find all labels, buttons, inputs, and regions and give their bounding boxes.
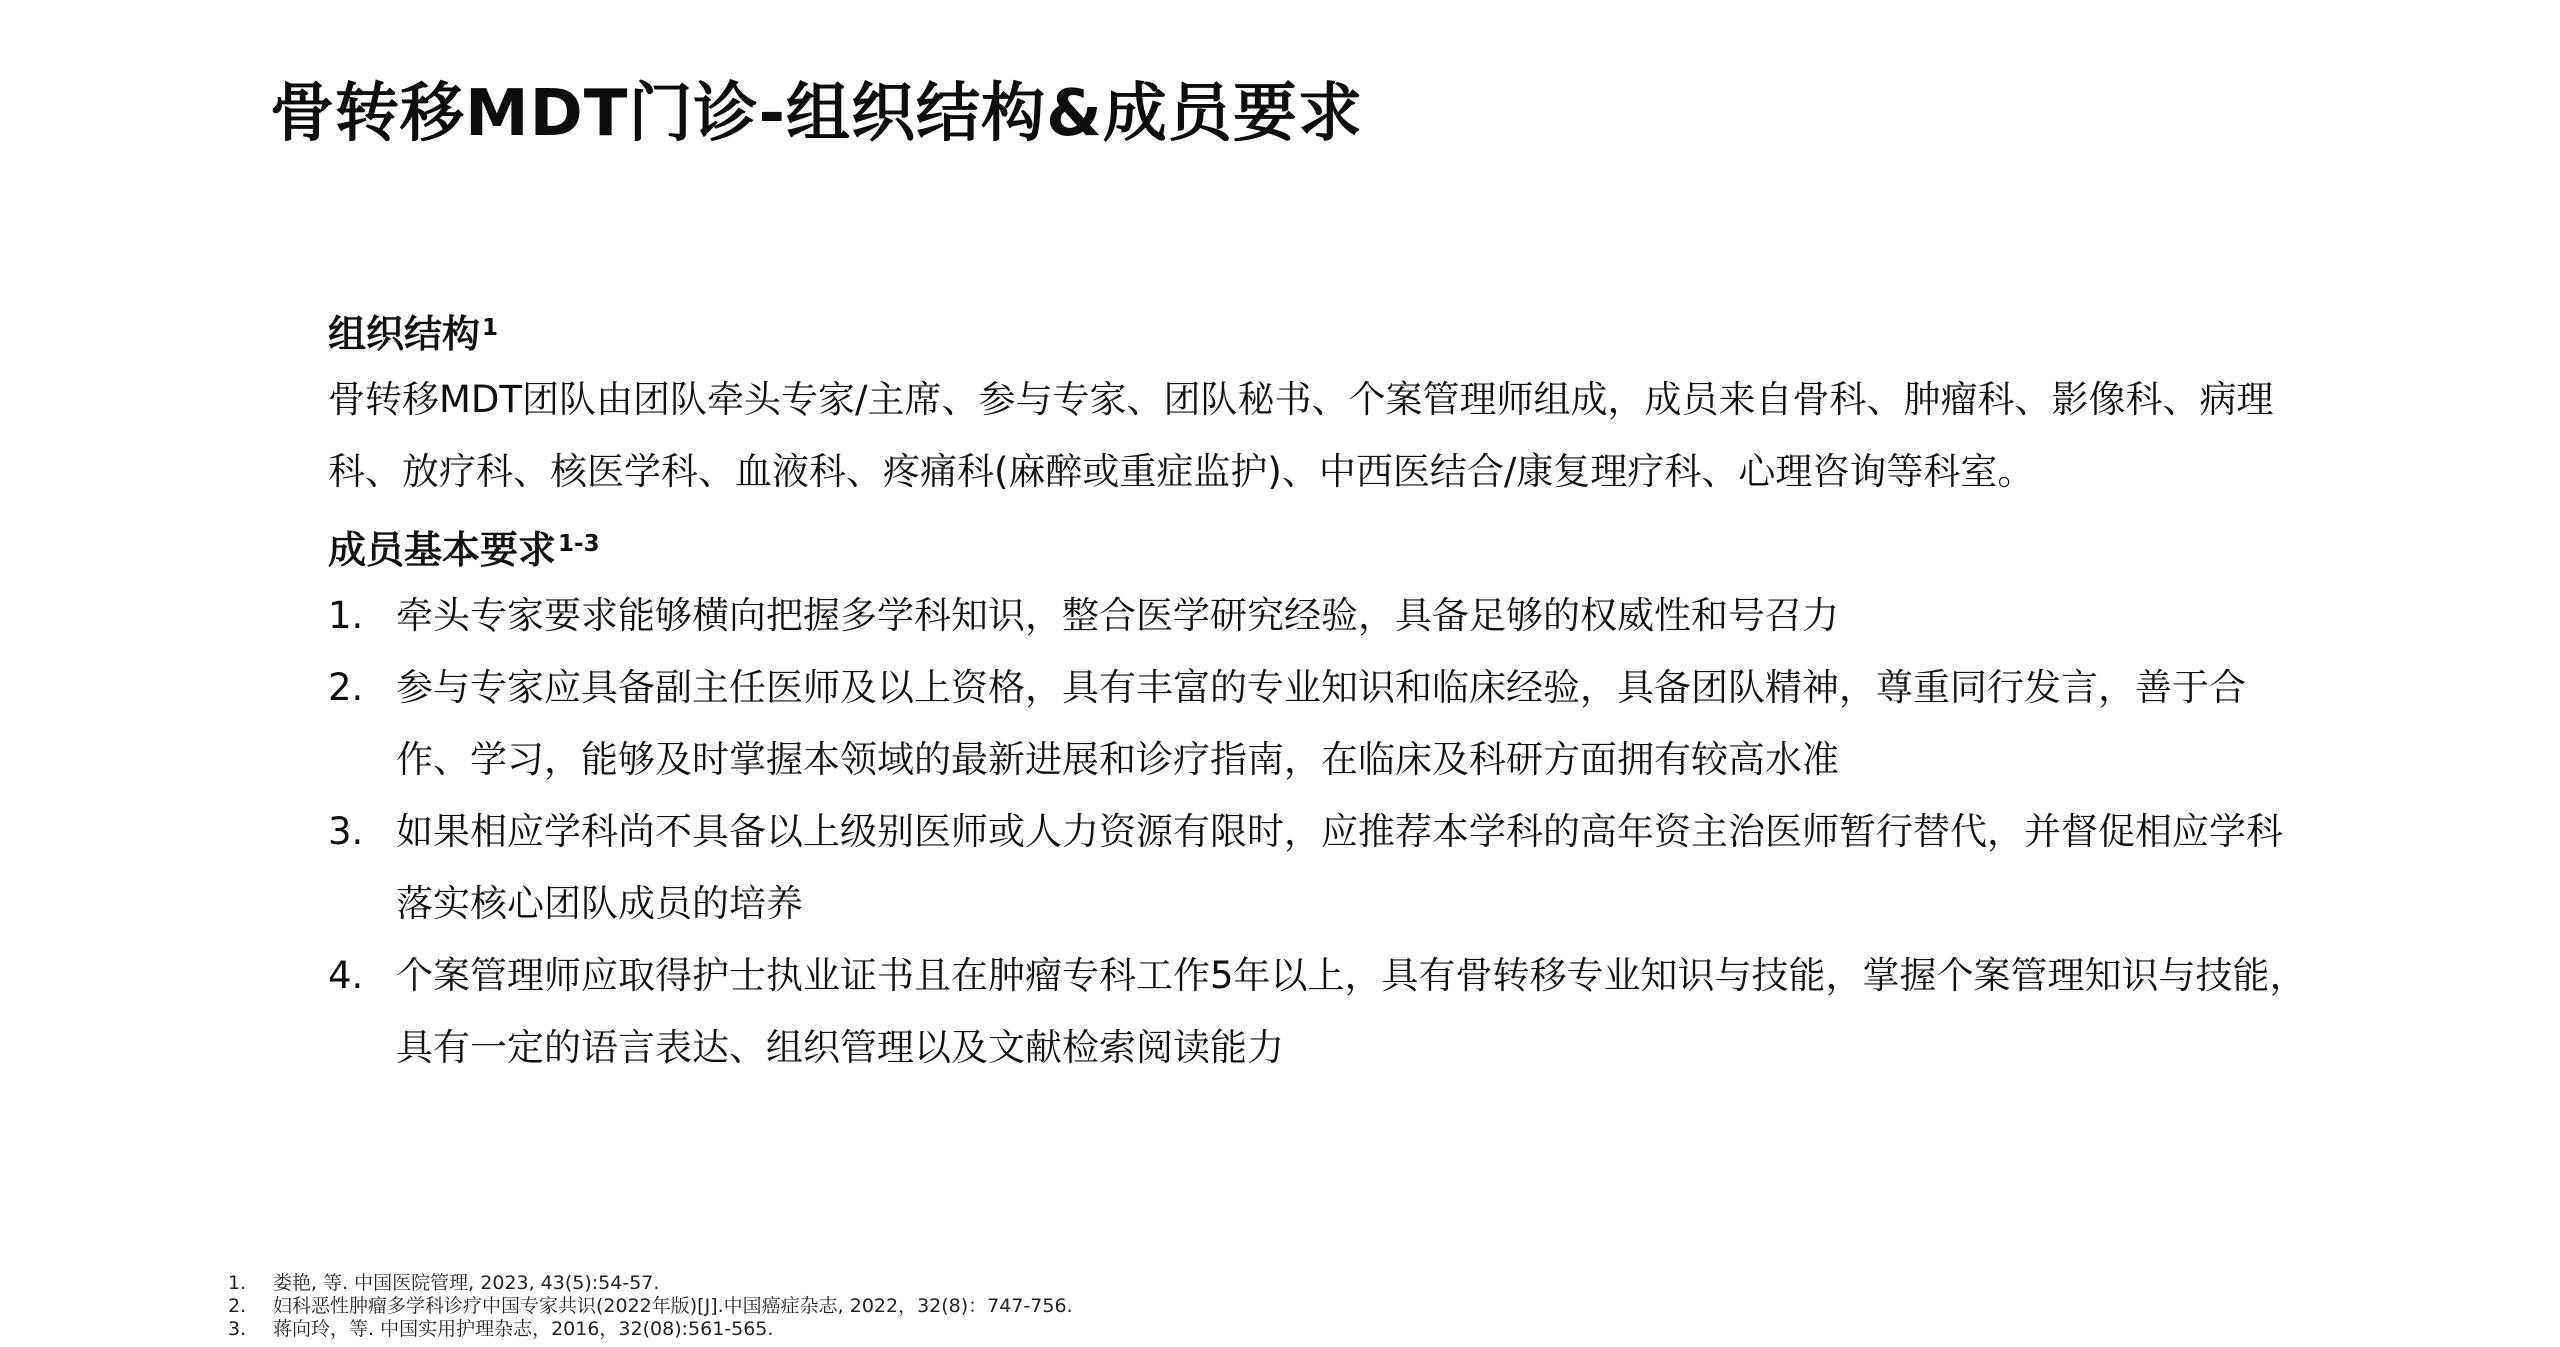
list-item-text: 如果相应学科尚不具备以上级别医师或人力资源有限时，应推荐本学科的高年资主治医师暂行替代，并督促相应学科落实核心团队成员的培养 (396, 810, 2283, 925)
reference-text: 蒋向玲，等. 中国实用护理杂志，2016，32(08):561-565. (273, 1318, 774, 1340)
member-requirements-citation: 1-3 (558, 531, 600, 557)
requirements-list (328, 580, 2308, 1084)
list-item-text: 牵头专家要求能够横向把握多学科知识，整合医学研究经验，具备足够的权威性和号召力 (396, 594, 1839, 637)
main-content (328, 292, 2308, 1084)
org-structure-text: 骨转移MDT团队由团队牵头专家/主席、参与专家、团队秘书、个案管理师组成，成员来自骨科、肿瘤科、影像科、病理科、放疗科、核医学科、血液科、疼痛科(麻醉或重症监护)、中西医结合/康复理疗科、心理咨询等科室。 (328, 378, 2274, 493)
reference-number: 1. (228, 1272, 247, 1294)
org-structure-heading-text: 组织结构 (328, 312, 481, 356)
reference-text: 娄艳, 等. 中国医院管理, 2023, 43(5):54-57. (273, 1272, 660, 1294)
list-item-text: 个案管理师应取得护士执业证书且在肿瘤专科工作5年以上，具有骨转移专业知识与技能，掌握个案管理知识与技能，具有一定的语言表达、组织管理以及文献检索阅读能力 (396, 954, 2307, 1069)
list-item (328, 580, 2308, 652)
references (228, 1272, 1073, 1341)
reference-number: 2. (228, 1295, 247, 1317)
reference-item (228, 1318, 1073, 1341)
list-item-number: 3. (328, 810, 364, 853)
list-item (328, 940, 2308, 1084)
list-item-number: 4. (328, 954, 364, 997)
reference-text: 妇科恶性肿瘤多学科诊疗中国专家共识(2022年版)[J].中国癌症杂志, 2022，32(8)：747-756. (273, 1295, 1073, 1317)
list-item-number: 2. (328, 666, 364, 709)
list-item (328, 796, 2308, 940)
reference-number: 3. (228, 1318, 247, 1340)
org-structure-citation: 1 (482, 315, 499, 341)
member-requirements-heading-text: 成员基本要求 (328, 528, 557, 572)
page-title: 骨转移MDT门诊-组织结构&成员要求 (270, 77, 1363, 151)
reference-item (228, 1272, 1073, 1295)
org-structure-heading (328, 292, 2308, 364)
reference-item (228, 1295, 1073, 1318)
list-item-number: 1. (328, 594, 364, 637)
list-item-text: 参与专家应具备副主任医师及以上资格，具有丰富的专业知识和临床经验，具备团队精神，尊重同行发言，善于合作、学习，能够及时掌握本领域的最新进展和诊疗指南，在临床及科研方面拥有较高水准 (396, 666, 2246, 781)
list-item (328, 652, 2308, 796)
member-requirements-heading (328, 508, 2308, 580)
